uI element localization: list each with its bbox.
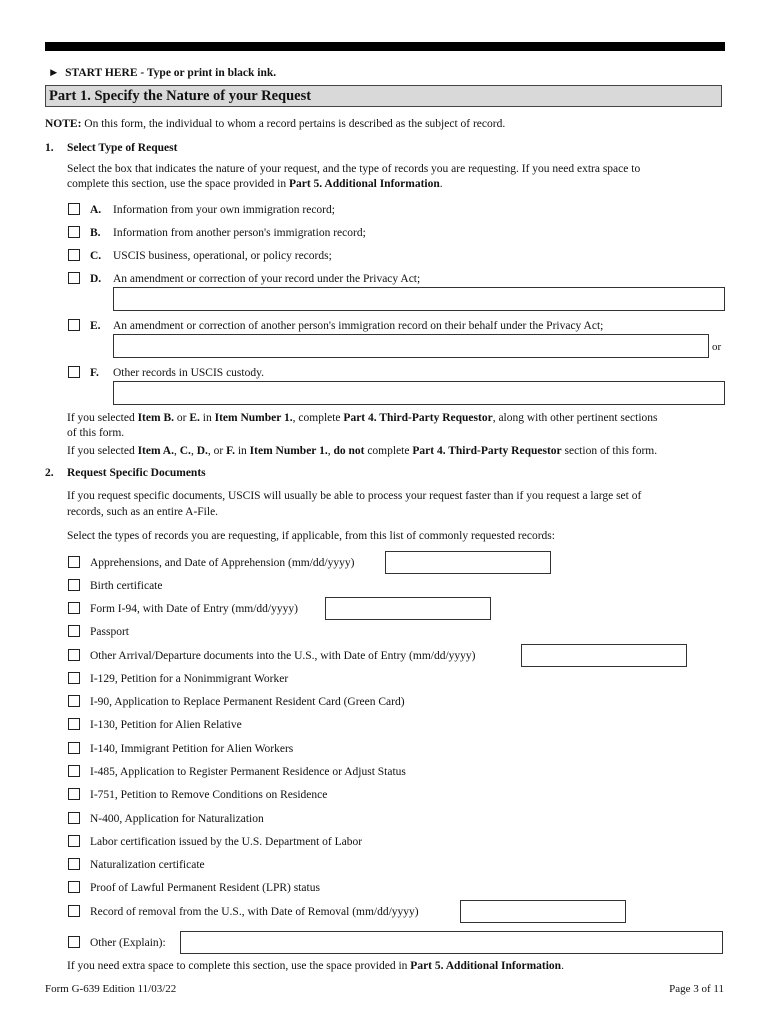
footer-form-edition: Form G-639 Edition 11/03/22 [45, 983, 177, 995]
apprehension-date-field[interactable] [385, 551, 551, 574]
option-c-checkbox[interactable] [68, 249, 80, 261]
item1-note2: If you selected Item A., C., D., or F. in Item Number 1., do not complete Part 4. Third-Party Requestor section of this form. [67, 445, 658, 457]
option-b-checkbox[interactable] [68, 226, 80, 238]
doc-labor-certification-checkbox[interactable] [68, 835, 80, 847]
option-e-checkbox[interactable] [68, 319, 80, 331]
doc-naturalization-certificate-checkbox[interactable] [68, 858, 80, 870]
doc-n400-label: N-400, Application for Naturalization [90, 813, 264, 825]
option-b-label: Information from another person's immigration record; [113, 227, 366, 239]
item2-number: 2. [45, 467, 54, 479]
option-d-text-field[interactable] [113, 287, 725, 311]
footer-page-number: Page 3 of 11 [669, 983, 724, 995]
doc-i94-checkbox[interactable] [68, 602, 80, 614]
item1-instructions-line1: Select the box that indicates the nature of your request, and the type of records you are requesting. If you need extra space to [67, 163, 641, 175]
i94-entry-date-field[interactable] [325, 597, 491, 620]
doc-i94-label: Form I-94, with Date of Entry (mm/dd/yyyy) [90, 603, 298, 615]
doc-labor-certification-label: Labor certification issued by the U.S. Department of Labor [90, 836, 363, 848]
option-d-checkbox[interactable] [68, 272, 80, 284]
arrow-right-icon: ► [48, 67, 60, 79]
doc-naturalization-certificate-label: Naturalization certificate [90, 859, 205, 871]
option-d-letter: D. [90, 273, 102, 285]
option-a-label: Information from your own immigration record; [113, 204, 335, 216]
option-f-letter: F. [90, 367, 99, 379]
item1-note1-line1: If you selected Item B. or E. in Item Number 1., complete Part 4. Third-Party Requestor, along with other pertinent sections [67, 412, 658, 424]
option-e-letter: E. [90, 320, 101, 332]
item1-title: Select Type of Request [67, 142, 178, 154]
doc-arrival-departure-checkbox[interactable] [68, 649, 80, 661]
doc-birth-certificate-label: Birth certificate [90, 580, 163, 592]
doc-i129-label: I-129, Petition for a Nonimmigrant Worker [90, 673, 289, 685]
doc-i130-label: I-130, Petition for Alien Relative [90, 719, 242, 731]
doc-lpr-proof-checkbox[interactable] [68, 881, 80, 893]
doc-birth-certificate-checkbox[interactable] [68, 579, 80, 591]
doc-i129-checkbox[interactable] [68, 672, 80, 684]
top-rule [45, 42, 725, 51]
option-f-checkbox[interactable] [68, 366, 80, 378]
note: NOTE: On this form, the individual to whom a record pertains is described as the subject of record. [45, 118, 506, 130]
doc-i485-checkbox[interactable] [68, 765, 80, 777]
other-explain-field[interactable] [180, 931, 723, 954]
item2-intro-line1: If you request specific documents, USCIS will usually be able to process your request faster than if you request a large set of [67, 490, 642, 502]
option-e-label: An amendment or correction of another person's immigration record on their behalf under the Privacy Act; [113, 320, 604, 332]
option-c-label: USCIS business, operational, or policy records; [113, 250, 332, 262]
item2-select-text: Select the types of records you are requesting, if applicable, from this list of commonly requested records: [67, 530, 555, 542]
doc-i90-label: I-90, Application to Replace Permanent Resident Card (Green Card) [90, 696, 405, 708]
option-f-text-field[interactable] [113, 381, 725, 405]
start-here-instruction: ► START HERE - Type or print in black ink. [48, 67, 277, 79]
item1-instructions-line2: complete this section, use the space provided in Part 5. Additional Information. [67, 178, 443, 190]
item1-number: 1. [45, 142, 54, 154]
doc-i485-label: I-485, Application to Register Permanent Residence or Adjust Status [90, 766, 406, 778]
item1-note1-line2: of this form. [67, 427, 125, 439]
part1-title: Part 1. Specify the Nature of your Request [49, 88, 312, 104]
option-a-checkbox[interactable] [68, 203, 80, 215]
doc-other-label: Other (Explain): [90, 937, 166, 949]
doc-apprehensions-checkbox[interactable] [68, 556, 80, 568]
doc-i130-checkbox[interactable] [68, 718, 80, 730]
doc-removal-record-label: Record of removal from the U.S., with Date of Removal (mm/dd/yyyy) [90, 906, 419, 918]
option-b-letter: B. [90, 227, 101, 239]
item2-intro-line2: records, such as an entire A-File. [67, 506, 219, 518]
doc-arrival-departure-label: Other Arrival/Departure documents into the U.S., with Date of Entry (mm/dd/yyyy) [90, 650, 476, 662]
option-a-letter: A. [90, 204, 102, 216]
doc-other-checkbox[interactable] [68, 936, 80, 948]
or-text: or [712, 341, 722, 353]
removal-date-field[interactable] [460, 900, 626, 923]
option-c-letter: C. [90, 250, 102, 262]
option-d-label: An amendment or correction of your record under the Privacy Act; [113, 273, 421, 285]
doc-apprehensions-label: Apprehensions, and Date of Apprehension (mm/dd/yyyy) [90, 557, 355, 569]
doc-i751-label: I-751, Petition to Remove Conditions on Residence [90, 789, 328, 801]
doc-removal-record-checkbox[interactable] [68, 905, 80, 917]
item2-title: Request Specific Documents [67, 467, 206, 479]
doc-i140-checkbox[interactable] [68, 742, 80, 754]
doc-n400-checkbox[interactable] [68, 812, 80, 824]
part1-header [45, 85, 722, 107]
doc-passport-label: Passport [90, 626, 129, 638]
doc-i90-checkbox[interactable] [68, 695, 80, 707]
doc-i140-label: I-140, Immigrant Petition for Alien Workers [90, 743, 294, 755]
option-f-label: Other records in USCIS custody. [113, 367, 264, 379]
option-e-text-field[interactable] [113, 334, 709, 358]
item2-extra-space-note: If you need extra space to complete this section, use the space provided in Part 5. Additional Information. [67, 960, 564, 972]
doc-lpr-proof-label: Proof of Lawful Permanent Resident (LPR) status [90, 882, 320, 894]
doc-passport-checkbox[interactable] [68, 625, 80, 637]
arrival-entry-date-field[interactable] [521, 644, 687, 667]
doc-i751-checkbox[interactable] [68, 788, 80, 800]
